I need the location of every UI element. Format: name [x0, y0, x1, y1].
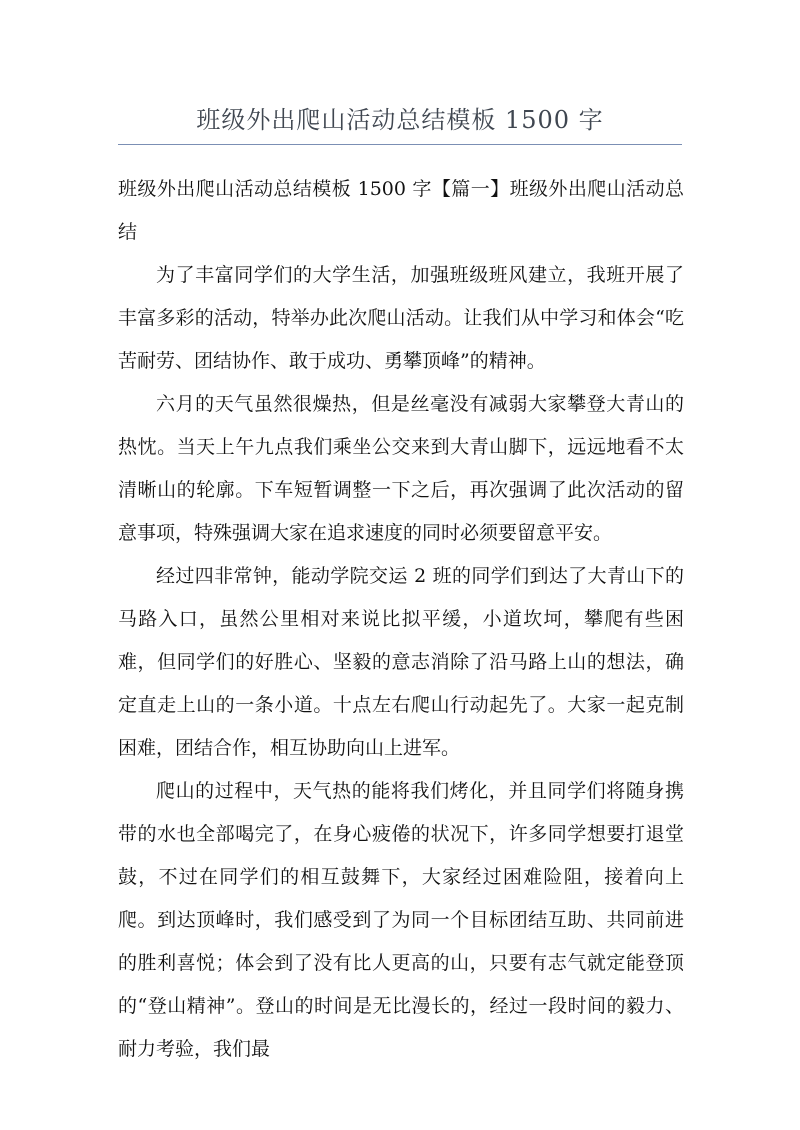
intro-heading-line: [118, 168, 684, 254]
section-heading: 【篇一】班级外出爬山活动总结: [118, 178, 684, 243]
document-body: [118, 168, 684, 1071]
document-title: 班级外出爬山活动总结模板 1500 字: [196, 106, 604, 134]
paragraph-1: 为了丰富同学们的大学生活，加强班级班风建立，我班开展了丰富多彩的活动，特举办此次爬山活动。让我们从中学习和体会“吃苦耐劳、团结协作、敢于成功、勇攀顶峰”的精神。: [118, 264, 684, 372]
paragraph-3: 经过四非常钟，能动学院交运 2 班的同学们到达了大青山下的马路入口，虽然公里相对来说比拟平缓，小道坎坷，攀爬有些困难，但同学们的好胜心、坚毅的意志消除了沿马路上山的想法，确定直走上山的一条小道。十点左右爬山行动起先了。大家一起克制困难，团结合作，相互协助向山上进军。: [118, 565, 684, 759]
intro-line: 班级外出爬山活动总结模板 1500 字: [118, 178, 432, 200]
paragraph-2: 六月的天气虽然很燥热，但是丝毫没有减弱大家攀登大青山的热忱。当天上午九点我们乘坐公交来到大青山脚下，远远地看不太清晰山的轮廓。下车短暂调整一下之后，再次强调了此次活动的留意事项，特殊强调大家在追求速度的同时必须要留意平安。: [118, 393, 684, 544]
paragraph-4: 爬山的过程中，天气热的能将我们烤化，并且同学们将随身携带的水也全部喝完了，在身心疲倦的状况下，许多同学想要打退堂鼓，不过在同学们的相互鼓舞下，大家经过困难险阻，接着向上爬。到达顶峰时，我们感受到了为同一个目标团结互助、共同前进的胜利喜悦；体会到了没有比人更高的山，只要有志气就定能登顶的“登山精神”。登山的时间是无比漫长的，经过一段时间的毅力、耐力考验，我们最: [118, 780, 684, 1060]
title-divider: [118, 144, 682, 145]
